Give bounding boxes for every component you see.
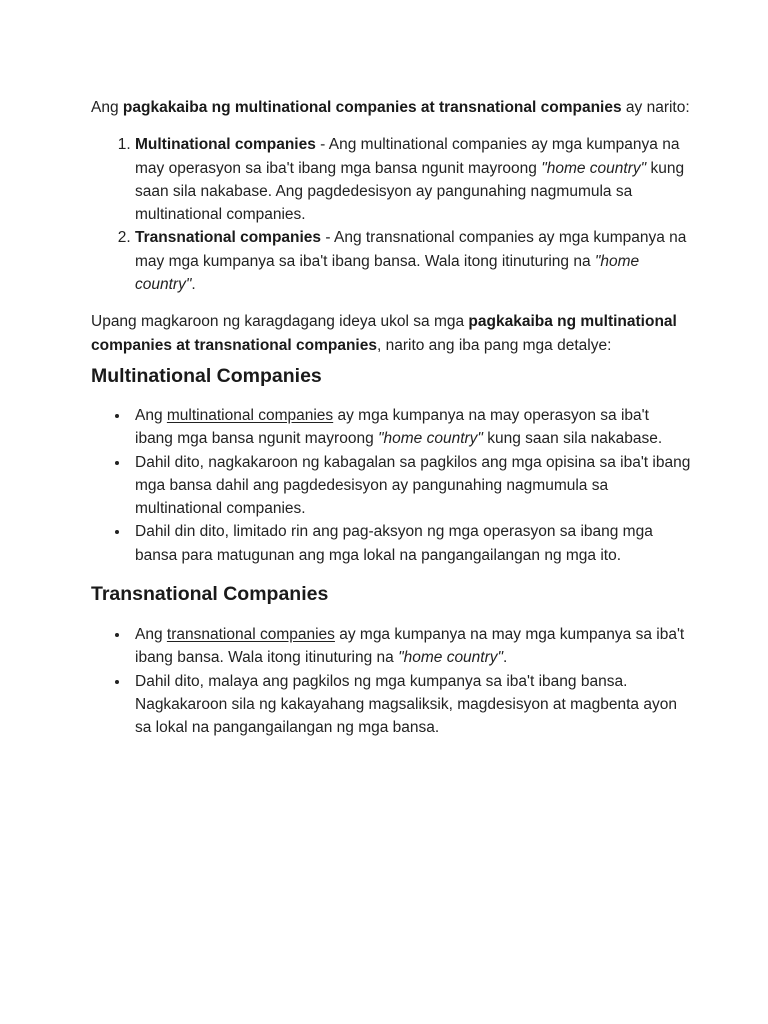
home-country-italic: "home country" [135, 252, 640, 294]
list-item-transnational [135, 226, 691, 296]
list-item-multinational [135, 133, 691, 226]
list-item [135, 623, 691, 670]
intro-text-pre: Ang [91, 99, 123, 116]
bullet-text-mid: ay mga kumpanya na may operasyon sa iba't ibang mga bansa ngunit mayroong [135, 406, 649, 448]
term-transnational: Transnational companies [135, 229, 322, 247]
transnational-bullet-list [91, 623, 691, 739]
intro-paragraph [91, 96, 691, 119]
definition-text-b: . [191, 276, 196, 294]
details-text-pre: Upang magkaroon ng karagdagang ideya ukol sa mga [91, 313, 469, 331]
multinational-bullet-list [91, 404, 691, 567]
details-text-post: , narito ang iba pang mga detalye: [376, 336, 612, 354]
definition-text-a: - Ang transnational companies ay mga kumpanya na may mga kumpanya sa iba't ibang bansa. Wala itong itinuturing na [135, 229, 687, 270]
intro-text-post: ay narito: [621, 99, 690, 116]
home-country-italic: "home country" [398, 649, 504, 667]
list-item: Dahil dito, malaya ang pagkilos ng mga kumpanya sa iba't ibang bansa. Nagkakaroon sila ng kakayahang magsaliksik, magdesisyon at magbenta ayon sa lokal na pangangailangan ng mga bansa. [135, 670, 691, 740]
list-item: Dahil dito, nagkakaroon ng kabagalan sa pagkilos ang mga opisina sa iba't ibang mga bansa dahil ang pagdedesisyon ay pangunahing nagmumula sa multinational companies. [135, 451, 691, 521]
bullet-text-post: . [503, 649, 508, 667]
home-country-italic: "home country" [378, 430, 483, 448]
definition-text-a: - Ang multinational companies ay mga kumpanya na may operasyon sa iba't ibang mga bansa ngunit mayroong [135, 136, 680, 177]
details-bold-text: pagkakaiba ng multinational companies at transnational companies [91, 313, 677, 354]
heading-multinational-companies: Multinational Companies [91, 364, 322, 387]
details-paragraph [91, 310, 691, 357]
definition-text-b: kung saan sila nakabase. Ang pagdedesisyon ay pangunahing nagmumula sa multinational companies. [135, 159, 685, 224]
document-page [91, 96, 691, 740]
bullet-text-pre: Ang [135, 406, 167, 424]
heading-transnational-companies: Transnational Companies [91, 583, 329, 606]
transnational-companies-link[interactable]: transnational companies [166, 626, 335, 644]
list-item: Dahil din dito, limitado rin ang pag-aksyon ng mga operasyon sa ibang mga bansa para matugunan ang mga lokal na pangangailangan ng mga ito. [135, 520, 691, 567]
list-item [135, 404, 691, 451]
home-country-italic: "home country" [541, 159, 647, 177]
intro-bold-text: pagkakaiba ng multinational companies at transnational companies [122, 99, 622, 116]
bullet-text-post: kung saan sila nakabase. [482, 430, 663, 448]
numbered-list [91, 133, 691, 296]
bullet-text-mid: ay mga kumpanya na may mga kumpanya sa iba't ibang bansa. Wala itong itinuturing na [135, 626, 685, 667]
multinational-companies-link[interactable]: multinational companies [166, 406, 334, 424]
term-multinational: Multinational companies [135, 136, 316, 154]
bullet-text-pre: Ang [135, 626, 167, 644]
